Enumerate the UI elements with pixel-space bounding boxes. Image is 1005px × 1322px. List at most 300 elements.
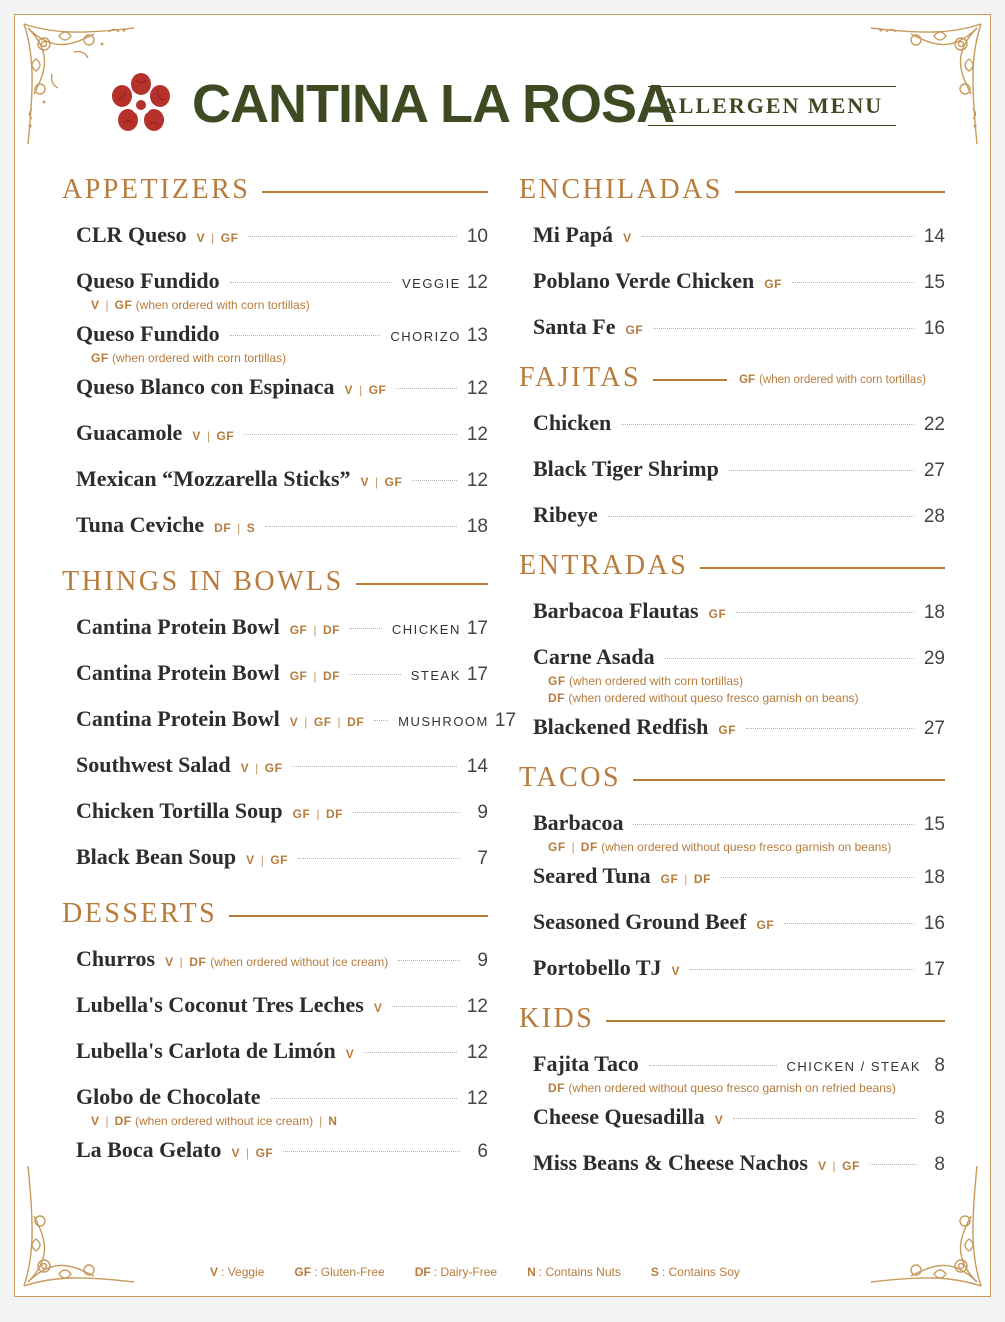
menu-item — [533, 955, 945, 985]
dot-leader — [608, 516, 914, 517]
menu-section — [519, 172, 945, 344]
section-title: FAJITAS — [519, 362, 642, 393]
item-price: 27 — [923, 718, 945, 739]
allergen-tags — [197, 231, 239, 245]
allergen-tag: GF — [764, 277, 782, 291]
tag-separator: | — [319, 1114, 323, 1128]
dot-leader — [665, 658, 914, 659]
section-header — [519, 172, 945, 208]
item-price: 12 — [466, 424, 488, 445]
tag-separator: | — [684, 872, 688, 886]
item-name: Poblano Verde Chicken — [533, 268, 755, 293]
allergen-tags — [623, 231, 632, 245]
tag-separator: | — [571, 840, 575, 854]
item-price: 8 — [934, 1055, 945, 1076]
allergen-tags — [214, 521, 255, 535]
item-price: 10 — [466, 226, 488, 247]
dot-leader — [398, 960, 460, 961]
item-name: Queso Fundido — [76, 321, 220, 346]
allergen-tag: V — [360, 475, 370, 489]
dot-leader — [353, 812, 460, 813]
allergen-tag: V — [289, 715, 299, 729]
section-title: DESSERTS — [62, 898, 218, 929]
allergen-tag: GF — [842, 1159, 860, 1173]
menu-item — [533, 1104, 945, 1134]
menu-item-row — [533, 714, 945, 744]
item-price: 16 — [923, 913, 945, 934]
allergen-tag: GF — [548, 840, 566, 854]
dot-leader — [784, 923, 914, 924]
menu-item-row — [76, 706, 517, 736]
allergen-tag: V — [246, 853, 255, 867]
item-price: 12 — [466, 1088, 488, 1109]
allergen-tags — [165, 955, 388, 969]
item-price: 15 — [923, 814, 945, 835]
allergen-tag: GF — [216, 429, 235, 443]
tag-separator: | — [105, 1114, 109, 1128]
menu-item-row — [76, 512, 488, 542]
allergen-tag: V — [373, 1001, 383, 1015]
item-price: 17 — [923, 959, 945, 980]
item-price: 12 — [466, 470, 488, 491]
allergen-tag: GF — [313, 715, 332, 729]
left-column — [62, 172, 517, 1183]
section-header — [519, 360, 945, 396]
dot-leader — [350, 674, 401, 675]
menu-item — [533, 863, 945, 893]
menu-item-row — [533, 1150, 945, 1180]
menu-item — [533, 810, 945, 857]
allergen-note: (when ordered with corn tortillas) — [112, 351, 287, 365]
allergen-tag: DF — [693, 872, 711, 886]
legend-label: Gluten-Free — [320, 1265, 385, 1279]
tag-separator: | — [313, 669, 318, 683]
menu-section — [62, 896, 488, 1167]
item-name: Barbacoa — [533, 810, 624, 835]
allergen-tag: V — [344, 383, 354, 397]
legend-code: DF — [414, 1265, 431, 1279]
allergen-tag: N — [328, 1114, 338, 1128]
menu-section — [519, 1001, 945, 1180]
allergen-tag: V — [91, 1114, 100, 1128]
item-name: Carne Asada — [533, 644, 655, 669]
dot-leader — [642, 236, 914, 237]
section-header — [519, 548, 945, 584]
allergen-tags — [346, 1047, 355, 1061]
item-name: Queso Fundido — [76, 268, 220, 293]
menu-item-row — [533, 410, 945, 440]
item-variant: STEAK — [410, 668, 461, 683]
item-name: Chicken Tortilla Soup — [76, 798, 283, 823]
allergen-tag: DF — [214, 521, 232, 535]
allergen-tag: V — [671, 964, 681, 978]
allergen-tag: GF — [739, 374, 756, 386]
restaurant-name: CANTINA LA ROSA — [192, 74, 674, 134]
item-variant: CHICKEN / STEAK — [786, 1059, 921, 1074]
menu-item-row — [533, 598, 945, 628]
menu-item — [76, 1084, 488, 1131]
allergen-tag: S — [246, 521, 256, 535]
menu-item-row — [76, 614, 488, 644]
dot-leader — [374, 720, 388, 721]
allergen-note: (when ordered with corn tortillas) — [569, 674, 744, 688]
menu-section — [62, 564, 517, 874]
allergen-tag: DF — [189, 955, 207, 969]
item-price: 14 — [466, 756, 488, 777]
section-divider — [262, 191, 488, 193]
allergen-tag: GF — [625, 323, 644, 337]
tag-separator: | — [313, 623, 318, 637]
item-name: Cantina Protein Bowl — [76, 660, 280, 685]
dot-leader — [621, 424, 914, 425]
item-price: 13 — [466, 325, 488, 346]
menu-item-row — [76, 798, 488, 828]
allergen-menu-label: ALLERGEN MENU — [648, 86, 896, 126]
allergen-tag: GF — [270, 853, 288, 867]
item-price: 16 — [923, 318, 945, 339]
section-title: TACOS — [519, 762, 622, 793]
menu-item-row — [76, 1038, 488, 1068]
menu-item-row — [76, 844, 488, 874]
section-title: KIDS — [519, 1003, 595, 1034]
dot-leader — [283, 1151, 460, 1152]
section-divider — [633, 779, 945, 781]
item-price: 18 — [923, 867, 945, 888]
item-name: Santa Fe — [533, 314, 616, 339]
menu-item — [533, 222, 945, 252]
menu-item — [533, 1051, 945, 1098]
menu-items — [519, 598, 945, 744]
legend-entry: GF : Gluten-Free — [294, 1265, 385, 1279]
menu-item — [533, 1150, 945, 1180]
section-header — [62, 564, 488, 600]
menu-items — [519, 810, 945, 985]
item-allergen-note — [548, 840, 945, 857]
dot-leader — [653, 328, 914, 329]
section-header — [519, 1001, 945, 1037]
section-divider — [700, 567, 945, 569]
dot-leader — [721, 877, 914, 878]
menu-item-row — [76, 1137, 488, 1167]
menu-item-row — [533, 1051, 945, 1081]
item-name: Tuna Ceviche — [76, 512, 205, 537]
allergen-tag: V — [623, 231, 632, 245]
dot-leader — [792, 282, 914, 283]
allergen-tags — [246, 853, 288, 867]
item-variant: CHICKEN — [391, 622, 461, 637]
section-divider — [606, 1020, 945, 1022]
menu-item — [533, 909, 945, 939]
menu-item-row — [76, 222, 488, 252]
allergen-tag: V — [196, 231, 206, 245]
section-title: APPETIZERS — [62, 174, 251, 205]
section-header — [519, 760, 945, 796]
item-name: Seasoned Ground Beef — [533, 909, 747, 934]
item-allergen-note — [91, 1114, 488, 1131]
section-header — [62, 172, 488, 208]
menu-item-row — [533, 222, 945, 252]
allergen-tag: V — [165, 955, 174, 969]
allergen-note: (when ordered without ice cream) — [134, 1114, 314, 1128]
allergen-tag: GF — [384, 475, 403, 489]
legend-label: Contains Nuts — [545, 1265, 621, 1279]
tag-separator: | — [255, 761, 259, 775]
allergen-tag: GF — [264, 761, 283, 775]
allergen-legend — [210, 1265, 810, 1279]
section-divider — [653, 379, 727, 381]
menu-item-row — [533, 1104, 945, 1134]
allergen-tag: V — [240, 761, 250, 775]
dot-leader — [244, 434, 457, 435]
item-name: Portobello TJ — [533, 955, 662, 980]
menu-item — [76, 420, 488, 450]
dot-leader — [230, 282, 392, 283]
item-price: 18 — [466, 516, 488, 537]
item-name: Southwest Salad — [76, 752, 231, 777]
item-price: 8 — [934, 1108, 945, 1129]
allergen-tag: DF — [323, 623, 341, 637]
menu-item — [76, 321, 488, 368]
item-name: Lubella's Coconut Tres Leches — [76, 992, 364, 1017]
menu-items — [519, 222, 945, 344]
section-title: ENTRADAS — [519, 550, 689, 581]
legend-code: V — [210, 1265, 219, 1279]
allergen-tag: DF — [548, 691, 565, 705]
menu-item-row — [76, 660, 488, 690]
allergen-tags — [715, 1113, 724, 1127]
dot-leader — [736, 612, 914, 613]
dot-leader — [690, 969, 914, 970]
allergen-note: (when ordered without queso fresco garnish on refried beans) — [568, 1081, 896, 1095]
tag-separator: | — [245, 1146, 250, 1160]
item-price: 12 — [466, 378, 488, 399]
allergen-tag: V — [231, 1146, 240, 1160]
menu-items — [62, 946, 488, 1167]
item-price: 28 — [923, 506, 945, 527]
section-divider — [229, 915, 488, 917]
section-title: ENCHILADAS — [519, 174, 723, 205]
item-price: 17 — [466, 618, 488, 639]
menu-item — [76, 268, 488, 315]
allergen-tag: GF — [91, 351, 109, 365]
tag-separator: | — [316, 807, 320, 821]
dot-leader — [364, 1052, 457, 1053]
legend-entry: N : Contains Nuts — [527, 1265, 621, 1279]
item-price: 9 — [477, 802, 488, 823]
menu-item — [533, 314, 945, 344]
dot-leader — [396, 388, 457, 389]
item-name: Fajita Taco — [533, 1051, 639, 1076]
menu-item-row — [533, 456, 945, 486]
tag-separator: | — [260, 853, 265, 867]
menu-item-row — [76, 466, 488, 496]
item-allergen-note — [91, 351, 488, 368]
legend-code: S — [650, 1265, 659, 1279]
allergen-tag: DF — [347, 715, 365, 729]
tag-separator: | — [304, 715, 308, 729]
allergen-tag: V — [714, 1113, 724, 1127]
allergen-tag: GF — [289, 669, 308, 683]
menu-section — [62, 172, 488, 542]
item-price: 17 — [494, 710, 517, 731]
allergen-tag: GF — [660, 872, 679, 886]
item-price: 12 — [466, 1042, 488, 1063]
allergen-tag: GF — [255, 1146, 274, 1160]
allergen-tag: DF — [323, 669, 341, 683]
item-name: Lubella's Carlota de Limón — [76, 1038, 336, 1063]
dot-leader — [649, 1065, 777, 1066]
menu-item-row — [533, 909, 945, 939]
menu-item — [76, 1038, 488, 1068]
menu-item — [76, 798, 488, 828]
item-name: Miss Beans & Cheese Nachos — [533, 1150, 808, 1175]
menu-item — [76, 844, 488, 874]
allergen-note: (when ordered without queso fresco garnish on beans) — [568, 691, 859, 705]
allergen-tags — [192, 429, 234, 443]
allergen-tags — [241, 761, 283, 775]
allergen-tag: GF — [292, 807, 311, 821]
allergen-tag: DF — [114, 1114, 132, 1128]
legend-code: N — [527, 1265, 536, 1279]
allergen-tag: GF — [708, 607, 727, 621]
item-name: Seared Tuna — [533, 863, 651, 888]
allergen-tags — [757, 918, 775, 932]
item-name: CLR Queso — [76, 222, 187, 247]
dot-leader — [265, 526, 457, 527]
item-price: 9 — [477, 950, 488, 971]
allergen-tags — [290, 715, 364, 729]
tag-separator: | — [211, 231, 215, 245]
allergen-tag: V — [192, 429, 201, 443]
tag-separator: | — [375, 475, 379, 489]
menu-item — [76, 614, 488, 644]
menu-item — [533, 714, 945, 744]
menu-section — [519, 548, 945, 744]
menu-item — [76, 374, 488, 404]
item-price: 8 — [934, 1154, 945, 1175]
menu-item — [76, 992, 488, 1022]
dot-leader — [230, 335, 381, 336]
item-name: Cantina Protein Bowl — [76, 614, 280, 639]
dot-leader — [729, 470, 914, 471]
item-allergen-note — [91, 298, 488, 315]
menu-section — [519, 760, 945, 985]
legend-entry: S : Contains Soy — [650, 1265, 740, 1279]
menu-item-row — [76, 946, 488, 976]
item-allergen-note — [548, 674, 945, 691]
allergen-tags — [293, 807, 343, 821]
dot-leader — [350, 628, 382, 629]
tag-separator: | — [359, 383, 363, 397]
legend-label: Veggie — [227, 1265, 265, 1279]
dot-leader — [746, 728, 914, 729]
right-column — [519, 172, 945, 1196]
menu-item — [533, 456, 945, 486]
tag-separator: | — [337, 715, 342, 729]
rose-logo-icon — [108, 72, 174, 138]
item-name: Churros — [76, 946, 156, 971]
allergen-tags — [672, 964, 681, 978]
menu-item — [533, 598, 945, 628]
allergen-tags — [231, 1146, 273, 1160]
tag-separator: | — [179, 955, 184, 969]
item-price: 27 — [923, 460, 945, 481]
legend-label: Contains Soy — [668, 1265, 740, 1279]
section-divider — [356, 583, 488, 585]
item-price: 22 — [923, 414, 945, 435]
item-name: Cantina Protein Bowl — [76, 706, 280, 731]
allergen-note: (when ordered without queso fresco garnish on beans) — [601, 840, 892, 854]
allergen-tag: GF — [756, 918, 775, 932]
dot-leader — [412, 480, 457, 481]
allergen-tags — [290, 669, 340, 683]
item-name: La Boca Gelato — [76, 1137, 222, 1162]
menu-item-row — [76, 420, 488, 450]
item-name: Cheese Quesadilla — [533, 1104, 705, 1129]
menu-item — [76, 706, 517, 736]
menu-item — [533, 644, 945, 708]
item-price: 17 — [466, 664, 488, 685]
menu-items — [62, 614, 517, 874]
menu-item — [533, 502, 945, 532]
item-name: Black Tiger Shrimp — [533, 456, 719, 481]
dot-leader — [298, 858, 460, 859]
allergen-tags — [345, 383, 387, 397]
item-price: 12 — [466, 272, 488, 293]
item-name: Queso Blanco con Espinaca — [76, 374, 335, 399]
item-name: Guacamole — [76, 420, 183, 445]
item-price: 18 — [923, 602, 945, 623]
menu-header — [108, 70, 908, 150]
menu-item-row — [76, 321, 488, 351]
menu-item-row — [533, 863, 945, 893]
allergen-tags — [374, 1001, 383, 1015]
allergen-tag: GF — [114, 298, 133, 312]
section-divider — [735, 191, 945, 193]
section-note — [739, 374, 926, 386]
allergen-tags — [361, 475, 403, 489]
menu-item-row — [76, 992, 488, 1022]
allergen-tag: V — [91, 298, 100, 312]
item-name: Black Bean Soup — [76, 844, 237, 869]
dot-leader — [633, 824, 913, 825]
menu-item-row — [533, 810, 945, 840]
menu-item-row — [533, 502, 945, 532]
item-name: Mi Papá — [533, 222, 614, 247]
menu-item — [76, 512, 488, 542]
allergen-tags — [626, 323, 644, 337]
tag-separator: | — [206, 429, 211, 443]
allergen-tags — [718, 723, 736, 737]
menu-item-row — [76, 1084, 488, 1114]
allergen-note: (when ordered with corn tortillas) — [135, 298, 310, 312]
menu-item — [76, 946, 488, 976]
item-price: 6 — [477, 1141, 488, 1162]
tag-separator: | — [832, 1159, 837, 1173]
menu-items — [519, 1051, 945, 1180]
menu-item-row — [76, 268, 488, 298]
menu-item — [76, 466, 488, 496]
dot-leader — [733, 1118, 917, 1119]
item-name: Barbacoa Flautas — [533, 598, 699, 623]
item-allergen-note — [548, 691, 945, 708]
dot-leader — [248, 236, 456, 237]
menu-item — [76, 752, 488, 782]
item-price: 12 — [466, 996, 488, 1017]
allergen-tag: GF — [718, 723, 737, 737]
allergen-tag: DF — [325, 807, 343, 821]
allergen-tags — [764, 277, 782, 291]
